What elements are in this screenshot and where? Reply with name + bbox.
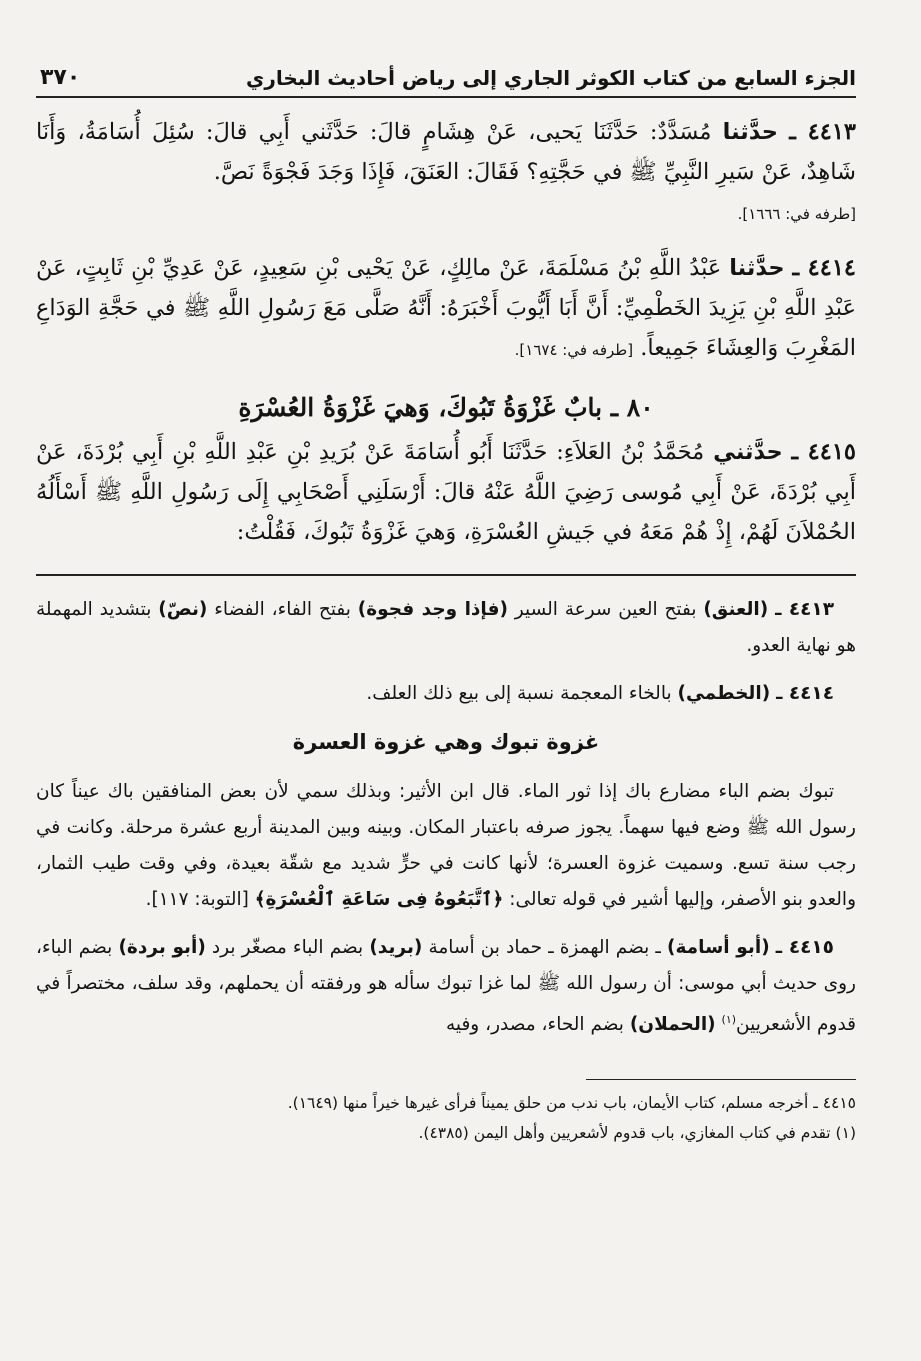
hadith-text: عَبْدُ اللَّهِ بْنُ مَسْلَمَةَ، عَنْ مالِكٍ، عَنْ يَحْيى بْنِ سَعِيدٍ، عَنْ عَدِيِّ بْنِ ثَابِتٍ، عَنْ عَبْدِ اللَّهِ بْنِ يَزِيدَ الخَطْمِيِّ: أَنَّ أَبَا أَيُّوبَ أَخْبَرَهُ: أَنَّهُ صَلَّى مَعَ رَسُولِ اللَّهِ ﷺ في حَجَّةِ الوَدَاعِ المَغْرِبَ وَالعِشَاءَ جَمِيعاً. <box>36 255 856 361</box>
hadith-lead: حدَّثنا <box>722 119 778 145</box>
note-term: (فإذا وجد فجوة) <box>357 599 508 620</box>
hadith-number: ٤٤١٣ ـ <box>789 119 857 145</box>
page-number: ٣٧٠ <box>40 65 81 90</box>
footnotes <box>36 1088 856 1148</box>
note-number: ٤٤١٣ ـ <box>775 599 834 620</box>
hadith-number: ٤٤١٥ ـ <box>791 439 856 465</box>
note-term: (بريد) <box>369 937 423 958</box>
hadith-text: مُحَمَّدُ بْنُ العَلاَءِ: حَدَّثَنَا أَبُو أُسَامَةَ عَنْ بُرَيدِ بْنِ عَبْدِ اللَّهِ بْنِ أَبِي بُرْدَةَ، عَنْ أَبِي بُرْدَةَ، عَنْ أَبِي مُوسى رَضِيَ اللَّهُ عَنْهُ قالَ: أَرْسَلَنِي أَصْحَابِي إِلَى رَسُولِ اللَّهِ ﷺ أَسْأَلُهُ الحُمْلاَنَ لَهُمْ، إِذْ هُمْ مَعَهُ في جَيشِ العُسْرَةِ، وَهيَ غَزْوَةُ تَبُوكَ، فَقُلْتُ: <box>36 439 856 545</box>
footnote-item: (١) تقدم في كتاب المغازي، باب قدوم لأشعريين وأهل اليمن (٤٣٨٥). <box>418 1124 856 1143</box>
hadith-lead: حدَّثنا <box>729 255 785 281</box>
page-header <box>36 52 856 98</box>
hadith-lead: حدَّثني <box>713 439 783 465</box>
note-text: ـ بضم الهمزة ـ حماد بن أسامة <box>422 937 667 958</box>
hadith-ref: [طرفه في: ١٦٦٦]. <box>737 205 856 223</box>
footnote-marker[interactable]: (١) <box>721 1013 737 1026</box>
note-term: (أبو أسامة) <box>667 937 770 958</box>
page <box>36 52 856 1148</box>
note-term: (الحملان) <box>629 1014 716 1036</box>
running-title: الجزء السابع من كتاب الكوثر الجاري إلى رياض أحاديث البخاري <box>246 66 856 90</box>
quran-ref: [التوبة: ١١٧]. <box>145 889 255 910</box>
quran-quote: ﴿ٱتَّبَعُوهُ فِى سَاعَةِ ٱلْعُسْرَةِ﴾ <box>254 889 504 910</box>
note-term: (الخطمي) <box>677 683 771 704</box>
note-term: (نصّ) <box>158 599 208 620</box>
note-4415 <box>36 930 856 1043</box>
note-term: (أبو بردة) <box>118 937 206 958</box>
commentary-divider <box>36 574 856 576</box>
note-text: تبوك بضم الباء مضارع باك إذا ثور الماء. قال ابن الأثير: وبذلك سمي لأن بعض المنافقين باك عيناً كان رسول الله ﷺ وضع فيها سهماً. يجوز صرفه باعتبار المكان. وبينه وبين المدينة أربع عشرة مرحلة. وكانت في رجب سنة تسع. وسميت غزوة العسرة؛ لأنها كانت في حرٍّ شديد مع شقّة بعيدة، وفي وقت طيب الثمار، والعدو بنو الأصفر، وإليها أشير في قوله تعالى: <box>36 781 856 910</box>
note-number: ٤٤١٤ ـ <box>776 683 834 704</box>
note-text: بتشديد المهملة هو نهاية العدو. <box>36 599 856 656</box>
footnote-item: ٤٤١٥ ـ أخرجه مسلم، كتاب الأيمان، باب ندب من حلق يميناً فرأى غيرها خيراً منها (١٦٤٩). <box>287 1094 856 1113</box>
hadith-4415 <box>36 432 856 552</box>
note-term: (العنق) <box>703 599 769 620</box>
note-tabuk <box>36 774 856 918</box>
section-heading: غزوة تبوك وهي غزوة العسرة <box>292 730 600 754</box>
note-number: ٤٤١٥ ـ <box>775 937 834 958</box>
note-4413 <box>36 592 856 664</box>
note-text: بفتح الفاء، الفضاء <box>207 599 358 620</box>
commentary <box>36 592 856 1043</box>
note-4414 <box>36 676 856 712</box>
hadith-4414 <box>36 248 856 370</box>
footnote-rule <box>586 1079 856 1080</box>
note-text: بالخاء المعجمة نسبة إلى بيع ذلك العلف. <box>366 683 678 704</box>
chapter-title: ٨٠ ـ بابٌ غَزْوَةُ تَبُوكَ، وَهيَ غَزْوَةُ العُسْرَةِ <box>238 393 654 422</box>
note-text: بضم الباء، روى حديث أبي موسى: أن رسول الله ﷺ لما غزا تبوك سأله هو ورفقته أن يحملهم، وقد سلف، مختصراً في قدوم الأشعريين <box>36 937 856 1036</box>
note-text: بضم الباء مصغّر برد <box>205 937 370 958</box>
hadith-number: ٤٤١٤ ـ <box>792 255 856 281</box>
note-text: بضم الحاء، مصدر، وفيه <box>445 1014 630 1036</box>
note-text: بفتح العين سرعة السير <box>507 599 704 620</box>
hadith-4413 <box>36 112 856 234</box>
hadith-ref: [طرفه في: ١٦٧٤]. <box>514 341 634 359</box>
hadith-text: مُسَدَّدٌ: حَدَّثَنَا يَحيى، عَنْ هِشَامٍ قالَ: حَدَّثَني أَبِي قالَ: سُئِلَ أُسَامَةُ، وَأَنَا شَاهِدٌ، عَنْ سَيرِ النَّبِيِّ ﷺ في حَجَّتِهِ؟ فَقَالَ: العَنَقَ، فَإِذَا وَجَدَ فَجْوَةً نَصَّ. <box>36 119 856 185</box>
